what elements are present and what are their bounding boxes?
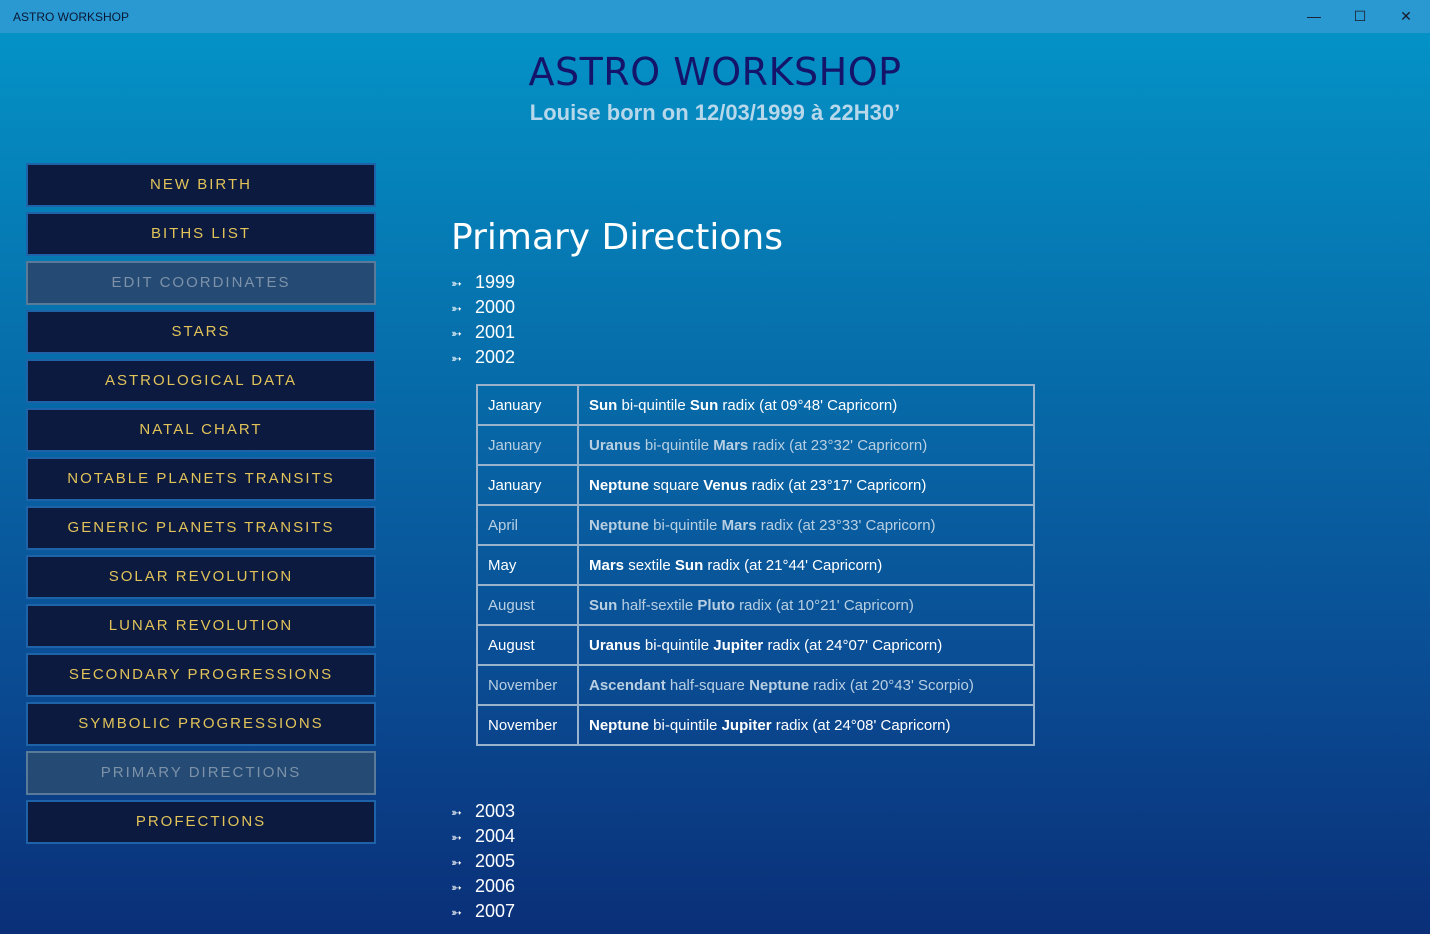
direction-month: August bbox=[477, 625, 578, 665]
table-row bbox=[477, 425, 1034, 465]
direction-aspect: bi-quintile bbox=[621, 396, 686, 414]
table-row bbox=[477, 385, 1034, 425]
direction-description bbox=[578, 425, 1034, 465]
year-item-2007[interactable] bbox=[451, 901, 515, 926]
year-item-2000[interactable] bbox=[451, 297, 515, 322]
table-row bbox=[477, 545, 1034, 585]
direction-planet: Mars bbox=[589, 556, 625, 574]
direction-month: November bbox=[477, 665, 578, 705]
year-label: 2007 bbox=[475, 901, 516, 921]
direction-planet: Neptune bbox=[589, 516, 649, 534]
direction-month: January bbox=[477, 385, 578, 425]
sidebar-item-profections-button[interactable]: PROFECTIONS bbox=[26, 800, 376, 844]
birth-subtitle: Louise born on 12/03/1999 à 22H30’ bbox=[529, 100, 901, 125]
direction-description bbox=[578, 385, 1034, 425]
year-item-2006[interactable] bbox=[451, 876, 515, 901]
direction-detail: radix (at 09°48' Capricorn) bbox=[722, 396, 898, 414]
direction-aspect: sextile bbox=[628, 556, 671, 574]
direction-radix-planet: Jupiter bbox=[721, 716, 772, 734]
direction-aspect: bi-quintile bbox=[653, 516, 718, 534]
year-label: 2006 bbox=[475, 876, 516, 896]
direction-aspect: bi-quintile bbox=[644, 436, 710, 454]
sidebar-item-notable-planets-transits-button[interactable]: NOTABLE PLANETS TRANSITS bbox=[26, 457, 376, 501]
sidebar-item-natal-chart-button[interactable]: NATAL CHART bbox=[26, 408, 376, 452]
direction-detail: radix (at 23°17' Capricorn) bbox=[751, 476, 927, 494]
direction-radix-planet: Sun bbox=[689, 396, 719, 414]
year-item-1999[interactable] bbox=[451, 272, 515, 297]
direction-description bbox=[578, 505, 1034, 545]
sidebar-item-solar-revolution-button[interactable]: SOLAR REVOLUTION bbox=[26, 555, 376, 599]
arrow-icon: ➳ bbox=[451, 905, 462, 920]
direction-detail: radix (at 21°44' Capricorn) bbox=[707, 556, 883, 574]
direction-month: November bbox=[477, 705, 578, 745]
sidebar-item-stars-button[interactable]: STARS bbox=[26, 310, 376, 354]
app-header-title: ASTRO WORKSHOP bbox=[528, 50, 902, 94]
direction-month: January bbox=[477, 465, 578, 505]
window-title: ASTRO WORKSHOP bbox=[13, 10, 130, 24]
table-row bbox=[477, 585, 1034, 625]
direction-aspect: bi-quintile bbox=[644, 636, 710, 654]
arrow-icon: ➳ bbox=[451, 805, 462, 820]
direction-description bbox=[578, 705, 1034, 745]
year-item-2002[interactable] bbox=[451, 347, 515, 372]
year-label: 2000 bbox=[475, 297, 516, 317]
arrow-icon: ➳ bbox=[451, 301, 462, 316]
sidebar-item-primary-directions-button: PRIMARY DIRECTIONS bbox=[26, 751, 376, 795]
direction-planet: Neptune bbox=[589, 716, 649, 734]
sidebar-item-new-birth-button[interactable]: NEW BIRTH bbox=[26, 163, 376, 207]
year-item-2003[interactable] bbox=[451, 801, 515, 826]
table-row bbox=[477, 665, 1034, 705]
table-row bbox=[477, 465, 1034, 505]
direction-detail: radix (at 20°43' Scorpio) bbox=[813, 676, 974, 694]
direction-detail: radix (at 23°33' Capricorn) bbox=[760, 516, 936, 534]
direction-aspect: half-square bbox=[669, 676, 745, 694]
sidebar-nav bbox=[26, 163, 376, 849]
directions-table bbox=[476, 384, 1035, 746]
page-title: Primary Directions bbox=[451, 217, 783, 259]
arrow-icon: ➳ bbox=[451, 830, 462, 845]
direction-detail: radix (at 23°32' Capricorn) bbox=[752, 436, 928, 454]
sidebar-item-astrological-data-button[interactable]: ASTROLOGICAL DATA bbox=[26, 359, 376, 403]
direction-planet: Sun bbox=[589, 596, 618, 614]
sidebar-item-generic-planets-transits-button[interactable]: GENERIC PLANETS TRANSITS bbox=[26, 506, 376, 550]
direction-planet: Uranus bbox=[589, 636, 641, 654]
year-item-2004[interactable] bbox=[451, 826, 515, 851]
direction-description bbox=[578, 545, 1034, 585]
sidebar-item-symbolic-progressions-button[interactable]: SYMBOLIC PROGRESSIONS bbox=[26, 702, 376, 746]
direction-planet: Ascendant bbox=[589, 676, 666, 694]
arrow-icon: ➳ bbox=[451, 880, 462, 895]
direction-radix-planet: Jupiter bbox=[713, 636, 764, 654]
direction-planet: Neptune bbox=[589, 476, 649, 494]
direction-planet: Sun bbox=[589, 396, 618, 414]
table-row bbox=[477, 505, 1034, 545]
year-item-2005[interactable] bbox=[451, 851, 515, 876]
arrow-icon: ➳ bbox=[451, 326, 462, 341]
sidebar-item-edit-coordinates-button: EDIT COORDINATES bbox=[26, 261, 376, 305]
table-row bbox=[477, 705, 1034, 745]
maximize-icon[interactable]: ☐ bbox=[1353, 8, 1367, 24]
direction-aspect: bi-quintile bbox=[653, 716, 718, 734]
direction-aspect: half-sextile bbox=[621, 596, 694, 614]
sidebar-item-biths-list-button[interactable]: BITHS LIST bbox=[26, 212, 376, 256]
minimize-icon[interactable]: — bbox=[1307, 8, 1321, 24]
title-bar bbox=[0, 0, 1430, 33]
direction-radix-planet: Sun bbox=[674, 556, 704, 574]
year-label: 2003 bbox=[475, 801, 516, 821]
direction-planet: Uranus bbox=[589, 436, 641, 454]
arrow-icon: ➳ bbox=[451, 351, 462, 366]
direction-description bbox=[578, 665, 1034, 705]
direction-radix-planet: Venus bbox=[703, 476, 748, 494]
year-label: 2001 bbox=[475, 322, 516, 342]
arrow-icon: ➳ bbox=[451, 855, 462, 870]
direction-month: January bbox=[477, 425, 578, 465]
direction-detail: radix (at 24°08' Capricorn) bbox=[775, 716, 951, 734]
sidebar-item-secondary-progressions-button[interactable]: SECONDARY PROGRESSIONS bbox=[26, 653, 376, 697]
direction-detail: radix (at 10°21' Capricorn) bbox=[739, 596, 914, 614]
direction-month: August bbox=[477, 585, 578, 625]
year-label: 2002 bbox=[475, 347, 516, 367]
year-label: 1999 bbox=[475, 272, 516, 292]
year-item-2001[interactable] bbox=[451, 322, 515, 347]
direction-radix-planet: Neptune bbox=[749, 676, 810, 694]
table-row bbox=[477, 625, 1034, 665]
direction-month: April bbox=[477, 505, 578, 545]
arrow-icon: ➳ bbox=[451, 276, 462, 291]
direction-description bbox=[578, 585, 1034, 625]
year-label: 2005 bbox=[475, 851, 516, 871]
direction-detail: radix (at 24°07' Capricorn) bbox=[767, 636, 943, 654]
sidebar-item-lunar-revolution-button[interactable]: LUNAR REVOLUTION bbox=[26, 604, 376, 648]
close-icon[interactable]: ✕ bbox=[1400, 8, 1412, 24]
direction-description bbox=[578, 465, 1034, 505]
direction-description bbox=[578, 625, 1034, 665]
direction-aspect: square bbox=[653, 476, 700, 494]
year-label: 2004 bbox=[475, 826, 516, 846]
direction-radix-planet: Mars bbox=[713, 436, 749, 454]
direction-radix-planet: Mars bbox=[721, 516, 757, 534]
direction-radix-planet: Pluto bbox=[697, 596, 735, 614]
direction-month: May bbox=[477, 545, 578, 585]
